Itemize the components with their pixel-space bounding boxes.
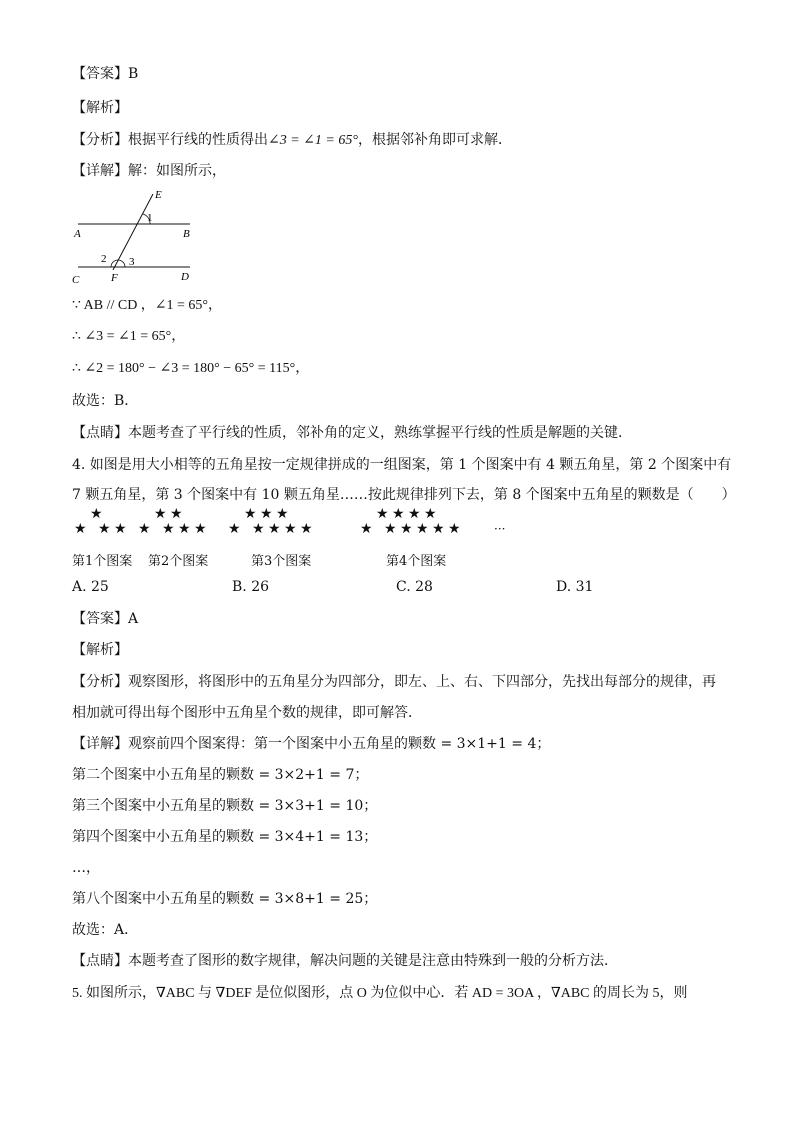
q3-jiexi-heading: 【解析】 bbox=[72, 100, 128, 116]
q3-step3: ∴ ∠2 = 180° − ∠3 = 180° − 65° = 115°， bbox=[72, 361, 310, 376]
star-p3-bottom: ★ bbox=[252, 521, 265, 537]
star-p2-bottom: ★ bbox=[162, 521, 175, 537]
label-2: 2 bbox=[101, 253, 107, 265]
label-f: F bbox=[111, 272, 118, 284]
q4-line5: …， bbox=[72, 860, 100, 876]
q3-fenxi-tag: 【分析】 bbox=[72, 132, 128, 148]
q4-fenxi-line1: 【分析】观察图形，将图形中的五角星分为四部分，即左、上、右、下四部分，先找出每部分的规律，再 bbox=[72, 674, 716, 690]
star-p2-top: ★ bbox=[154, 506, 167, 522]
q4-line4: 第四个图案中小五角星的颗数 = 3×4+1 = 13； bbox=[72, 829, 378, 845]
star-p4-top: ★ bbox=[408, 506, 421, 522]
q4-guxuan: 故选：A． bbox=[72, 922, 139, 938]
star-p1-right: ★ bbox=[114, 521, 127, 537]
star-p2-right: ★ bbox=[194, 521, 207, 537]
q3-dianjing: 【点睛】本题考查了平行线的性质，邻补角的定义，熟练掌握平行线的性质是解题的关键． bbox=[72, 425, 632, 441]
star-p1-top: ★ bbox=[90, 506, 103, 522]
q5-stem-line1: 5. 如图所示，∇ABC 与 ∇DEF 是位似图形，点 O 为位似中心．若 AD = 3OA ，∇ABC 的周长为 5，则 bbox=[72, 986, 688, 1001]
star-p4-right: ★ bbox=[448, 521, 461, 537]
q3-fenxi bbox=[72, 130, 512, 151]
q3-xiangjie: 【详解】解：如图所示， bbox=[72, 163, 226, 179]
star-p3-left: ★ bbox=[228, 521, 241, 537]
q4-line8: 第八个图案中小五角星的颗数 = 3×8+1 = 25； bbox=[72, 891, 378, 907]
star-p3-bottom: ★ bbox=[284, 521, 297, 537]
pattern-ellipsis: ··· bbox=[494, 522, 506, 536]
q4-answer: 【答案】A bbox=[72, 611, 139, 627]
q4-dianjing: 【点睛】本题考查了图形的数字规律，解决问题的关键是注意由特殊到一般的分析方法． bbox=[72, 953, 618, 969]
q3-step1: ∵ AB // CD ，∠1 = 65°， bbox=[72, 298, 223, 313]
q4-line2: 第二个图案中小五角星的颗数 = 3×2+1 = 7； bbox=[72, 767, 369, 783]
star-p4-top: ★ bbox=[424, 506, 437, 522]
star-p4-bottom: ★ bbox=[432, 521, 445, 537]
star-p4-bottom: ★ bbox=[384, 521, 397, 537]
q3-fenxi-math: ∠3 = ∠1 = 65° bbox=[268, 133, 358, 148]
star-p3-top: ★ bbox=[260, 506, 273, 522]
q3-answer: 【答案】B bbox=[72, 66, 139, 82]
caption-pattern-2: 第2个图案 bbox=[148, 554, 209, 569]
caption-pattern-1: 第1个图案 bbox=[72, 554, 133, 569]
star-p2-bottom: ★ bbox=[178, 521, 191, 537]
caption-pattern-4: 第4个图案 bbox=[386, 554, 447, 569]
option-c: C. 28 bbox=[396, 579, 433, 595]
star-p4-bottom: ★ bbox=[400, 521, 413, 537]
q4-stem-line1: 4. 如图是用大小相等的五角星按一定规律拼成的一组图案，第 1 个图案中有 4 颗五角星，第 2 个图案中有 bbox=[72, 457, 732, 473]
q4-line3: 第三个图案中小五角星的颗数 = 3×3+1 = 10； bbox=[72, 798, 378, 814]
option-a: A. 25 bbox=[72, 579, 109, 595]
label-c: C bbox=[72, 274, 80, 286]
label-1: 1 bbox=[147, 212, 153, 224]
star-p1-bottom: ★ bbox=[98, 521, 111, 537]
star-p2-top: ★ bbox=[170, 506, 183, 522]
label-3: 3 bbox=[129, 256, 135, 268]
q4-fenxi-line2: 相加就可得出每个图形中五角星个数的规律，即可解答． bbox=[72, 705, 422, 721]
caption-pattern-3: 第3个图案 bbox=[251, 554, 312, 569]
label-e: E bbox=[155, 189, 162, 201]
parallel-lines-figure bbox=[66, 186, 206, 286]
q3-fenxi-pre: 根据平行线的性质得出 bbox=[128, 132, 268, 148]
star-p1-left: ★ bbox=[74, 521, 87, 537]
label-a: A bbox=[74, 228, 81, 240]
label-d: D bbox=[181, 271, 189, 283]
star-p4-bottom: ★ bbox=[416, 521, 429, 537]
star-p4-top: ★ bbox=[376, 506, 389, 522]
q3-guxuan: 故选：B． bbox=[72, 393, 139, 409]
star-p2-left: ★ bbox=[138, 521, 151, 537]
option-b: B. 26 bbox=[232, 579, 270, 595]
q3-step2: ∴ ∠3 = ∠1 = 65°， bbox=[72, 329, 186, 344]
star-p3-top: ★ bbox=[276, 506, 289, 522]
star-p3-right: ★ bbox=[300, 521, 313, 537]
star-p3-top: ★ bbox=[244, 506, 257, 522]
star-p4-top: ★ bbox=[392, 506, 405, 522]
star-p4-left: ★ bbox=[360, 521, 373, 537]
q4-stem-line2: 7 颗五角星，第 3 个图案中有 10 颗五角星……按此规律排列下去，第 8 个图案中五角星的颗数是（ ） bbox=[72, 487, 736, 503]
q4-xiangjie-line1: 【详解】观察前四个图案得：第一个图案中小五角星的颗数 = 3×1+1 = 4； bbox=[72, 736, 551, 752]
q4-jiexi-heading: 【解析】 bbox=[72, 642, 128, 658]
option-d: D. 31 bbox=[556, 579, 594, 595]
q3-fenxi-post: ，根据邻补角即可求解． bbox=[357, 132, 512, 148]
label-b: B bbox=[183, 228, 190, 240]
star-p3-bottom: ★ bbox=[268, 521, 281, 537]
